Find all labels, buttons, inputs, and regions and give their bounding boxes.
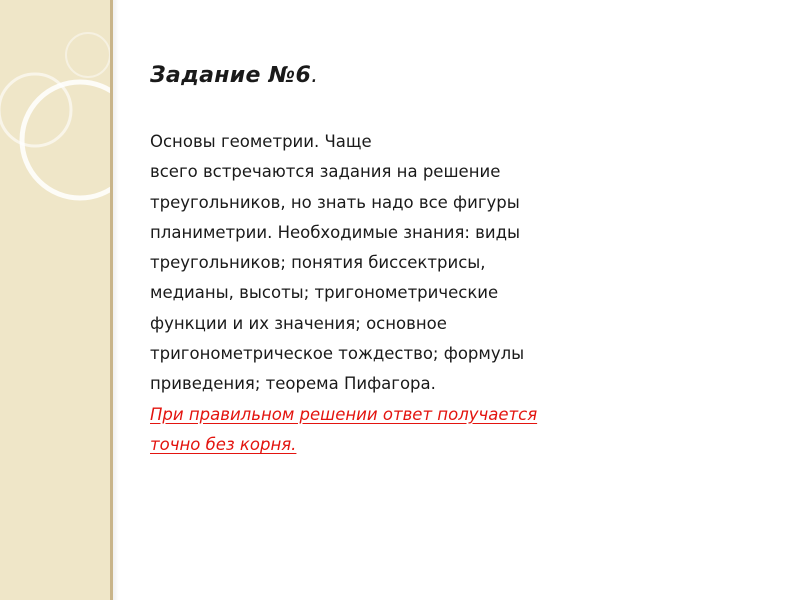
body-line: тригонометрическое тождество; формулы (150, 344, 525, 364)
ring-large (22, 82, 110, 198)
body-line: планиметрии. Необходимые знания: виды (150, 222, 521, 242)
decorative-rings (0, 0, 110, 600)
highlight-line: точно без корня. (150, 434, 297, 454)
slide-body (150, 127, 670, 460)
ring-small (0, 74, 71, 146)
body-line: треугольников; понятия биссектрисы, (150, 253, 486, 273)
body-line: треугольников, но знать надо все фигуры (150, 192, 520, 212)
highlight-line: При правильном решении ответ получается (150, 404, 538, 424)
decorative-side-band (0, 0, 110, 600)
slide-title (150, 56, 670, 96)
slide-content (150, 56, 670, 460)
ring-tiny (66, 33, 110, 77)
body-line: функции и их значения; основное (150, 313, 447, 333)
band-divider-shadow (113, 0, 119, 600)
slide-title-dot: . (311, 63, 319, 88)
body-line: приведения; теорема Пифагора. (150, 374, 436, 394)
body-line: медианы, высоты; тригонометрические (150, 283, 499, 303)
body-line: всего встречаются задания на решение (150, 162, 501, 182)
body-line: Основы геометрии. Чаще (150, 132, 372, 151)
slide-title-text: Задание №6 (150, 63, 312, 88)
